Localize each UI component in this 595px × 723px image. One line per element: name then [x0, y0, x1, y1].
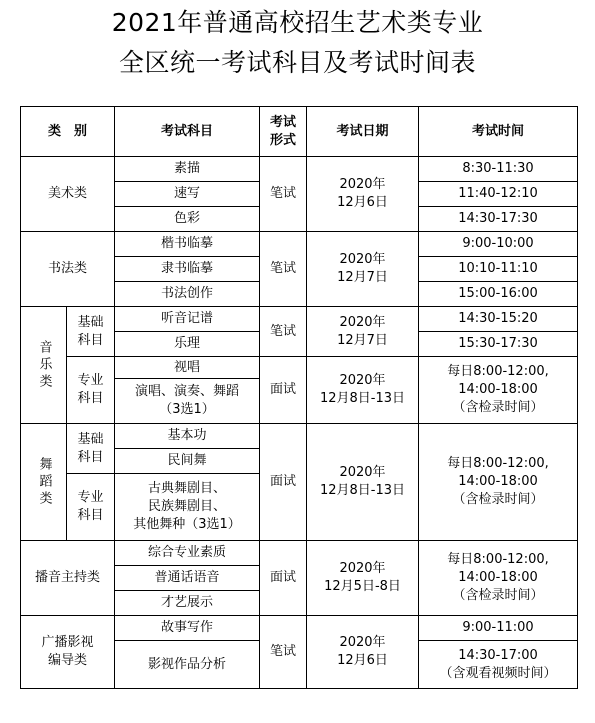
time-cell: 14:30-17:30 — [419, 207, 578, 232]
table-header-row — [21, 107, 578, 157]
time-cell: 15:30-17:30 — [419, 332, 578, 357]
date-cell: 2020年 12月8日-13日 — [307, 357, 419, 424]
category-art: 美术类 — [21, 157, 115, 232]
date-cell: 2020年 12月7日 — [307, 232, 419, 307]
table-row — [21, 357, 578, 379]
date-cell: 2020年 12月6日 — [307, 616, 419, 689]
subject-cell: 楷书临摹 — [115, 232, 260, 257]
subject-cell: 速写 — [115, 182, 260, 207]
time-cell: 11:40-12:10 — [419, 182, 578, 207]
category-dance — [21, 424, 67, 541]
date-cell: 2020年 12月7日 — [307, 307, 419, 357]
page-title-line2: 全区统一考试科目及考试时间表 — [118, 48, 476, 77]
subject-cell: 素描 — [115, 157, 260, 182]
form-cell: 面试 — [260, 424, 307, 541]
subject-cell: 普通话语音 — [115, 566, 260, 591]
header-date: 考试日期 — [307, 107, 419, 157]
header-time: 考试时间 — [419, 107, 578, 157]
subject-cell: 书法创作 — [115, 282, 260, 307]
date-cell: 2020年 12月8日-13日 — [307, 424, 419, 541]
subject-cell: 民间舞 — [115, 449, 260, 474]
subject-cell: 影视作品分析 — [115, 641, 260, 689]
music-basic-label: 基础 科目 — [67, 307, 115, 357]
table-row — [21, 616, 578, 641]
form-cell: 笔试 — [260, 232, 307, 307]
date-cell: 2020年 12月6日 — [307, 157, 419, 232]
category-film: 广播影视 编导类 — [21, 616, 115, 689]
dance-basic-label: 基础 科目 — [67, 424, 115, 474]
table-row — [21, 232, 578, 257]
time-cell: 14:30-17:00 （含观看视频时间） — [419, 641, 578, 689]
table-row — [21, 307, 578, 332]
category-calligraphy: 书法类 — [21, 232, 115, 307]
subject-cell: 视唱 — [115, 357, 260, 379]
page-title-line1: 2021年普通高校招生艺术类专业 — [111, 8, 484, 37]
subject-cell: 基本功 — [115, 424, 260, 449]
form-cell: 笔试 — [260, 307, 307, 357]
form-cell: 笔试 — [260, 157, 307, 232]
header-subject: 考试科目 — [115, 107, 260, 157]
date-cell: 2020年 12月5日-8日 — [307, 541, 419, 616]
time-cell: 15:00-16:00 — [419, 282, 578, 307]
category-dance-label: 舞蹈类 — [36, 456, 52, 508]
header-form: 考试 形式 — [260, 107, 307, 157]
subject-cell: 演唱、演奏、舞蹈 （3选1） — [115, 379, 260, 424]
subject-cell: 色彩 — [115, 207, 260, 232]
time-cell: 8:30-11:30 — [419, 157, 578, 182]
time-cell: 每日8:00-12:00, 14:00-18:00 （含检录时间） — [419, 424, 578, 541]
form-cell: 笔试 — [260, 616, 307, 689]
form-cell: 面试 — [260, 541, 307, 616]
time-cell: 每日8:00-12:00, 14:00-18:00 （含检录时间） — [419, 357, 578, 424]
time-cell: 14:30-15:20 — [419, 307, 578, 332]
subject-cell: 故事写作 — [115, 616, 260, 641]
time-cell: 10:10-11:10 — [419, 257, 578, 282]
time-cell: 9:00-11:00 — [419, 616, 578, 641]
subject-cell: 才艺展示 — [115, 591, 260, 616]
category-music — [21, 307, 67, 424]
dance-pro-label: 专业 科目 — [67, 474, 115, 541]
table-row — [21, 157, 578, 182]
category-music-label: 音乐类 — [36, 339, 52, 391]
music-pro-label: 专业 科目 — [67, 357, 115, 424]
category-broadcast: 播音主持类 — [21, 541, 115, 616]
subject-cell: 听音记谱 — [115, 307, 260, 332]
subject-cell: 乐理 — [115, 332, 260, 357]
table-row — [21, 424, 578, 449]
exam-schedule-table — [20, 106, 578, 689]
table-row — [21, 541, 578, 566]
header-category: 类 别 — [21, 107, 115, 157]
subject-cell: 古典舞剧目、 民族舞剧目、 其他舞种（3选1） — [115, 474, 260, 541]
form-cell: 面试 — [260, 357, 307, 424]
subject-cell: 隶书临摹 — [115, 257, 260, 282]
time-cell: 每日8:00-12:00, 14:00-18:00 （含检录时间） — [419, 541, 578, 616]
time-cell: 9:00-10:00 — [419, 232, 578, 257]
subject-cell: 综合专业素质 — [115, 541, 260, 566]
